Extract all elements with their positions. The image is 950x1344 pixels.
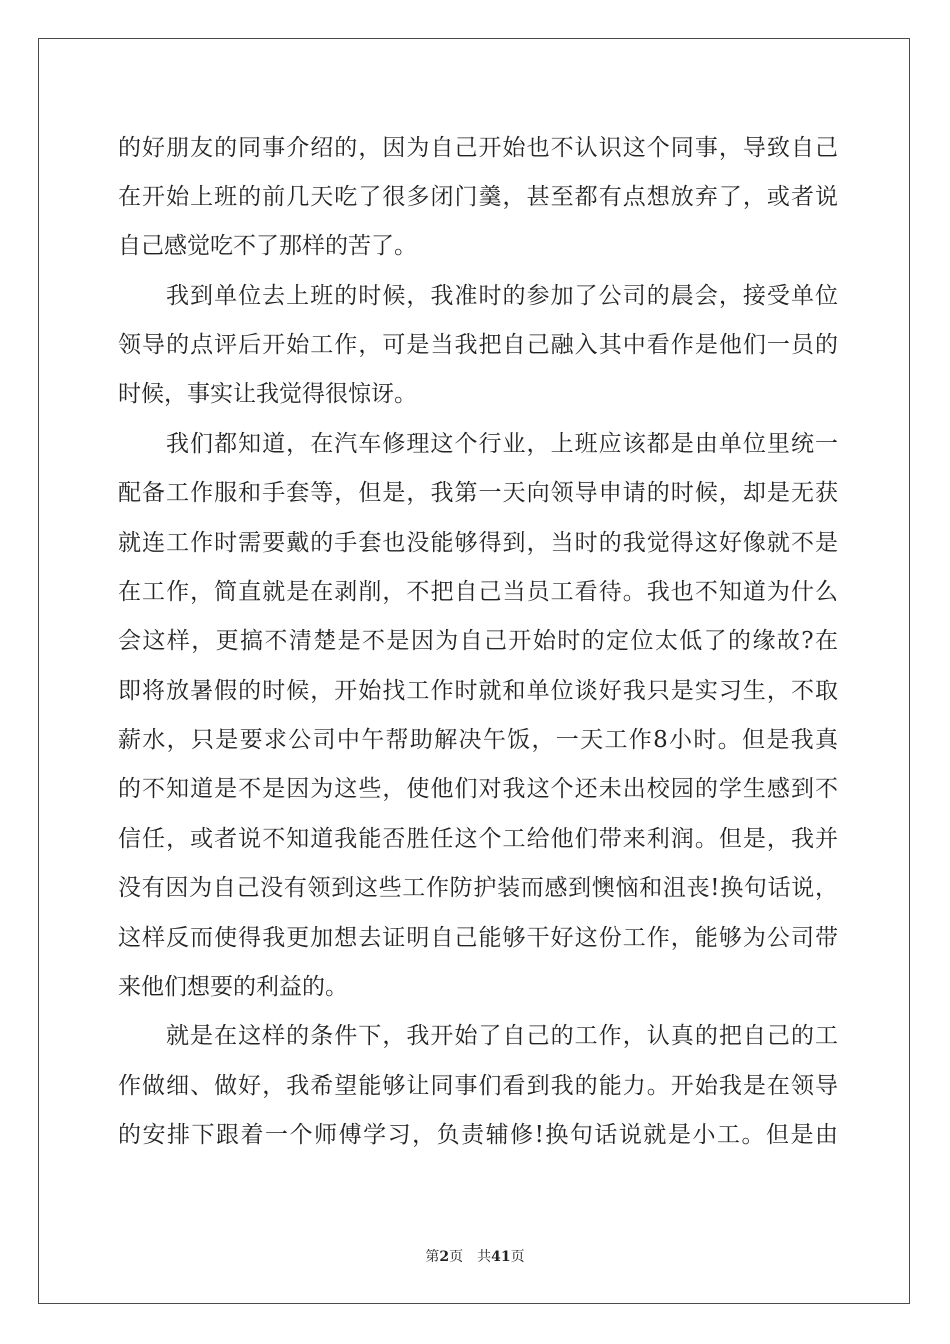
page-frame xyxy=(38,38,910,1304)
text-line: 的好朋友的同事介绍的，因为自己开始也不认识这个同事，导致自己 xyxy=(118,135,838,161)
text-line: 时候，事实让我觉得很惊讶。 xyxy=(118,381,417,407)
text-line: 自己感觉吃不了那样的苦了。 xyxy=(118,233,417,259)
page-label-suffix: 页 xyxy=(449,1249,464,1265)
text-line: 作做细、做好，我希望能够让同事们看到我的能力。开始我是在领导 xyxy=(118,1073,838,1099)
page-footer xyxy=(0,1246,950,1266)
text-line: 没有因为自己没有领到这些工作防护装而感到懊恼和沮丧!换句话说， xyxy=(118,875,838,901)
text-line: 领导的点评后开始工作，可是当我把自己融入其中看作是他们一员的 xyxy=(118,332,838,358)
page-label-prefix: 第 xyxy=(425,1249,440,1265)
text-line: 薪水，只是要求公司中午帮助解决午饭，一天工作8小时。但是我真 xyxy=(118,727,838,753)
total-label-suffix: 页 xyxy=(510,1249,525,1265)
text-line: 的安排下跟着一个师傅学习，负责辅修!换句话说就是小工。但是由 xyxy=(118,1122,838,1148)
text-line: 在开始上班的前几天吃了很多闭门羹，甚至都有点想放弃了，或者说 xyxy=(118,184,838,210)
text-line: 在工作，简直就是在剥削，不把自己当员工看待。我也不知道为什么 xyxy=(118,579,838,605)
total-pages: 41 xyxy=(491,1249,511,1265)
text-line: 会这样，更搞不清楚是不是因为自己开始时的定位太低了的缘故?在 xyxy=(118,628,838,654)
page-number: 2 xyxy=(439,1249,450,1265)
paragraph-first-line: 我到单位去上班的时候，我准时的参加了公司的晨会，接受单位 xyxy=(166,283,838,309)
text-line: 信任，或者说不知道我能否胜任这个工给他们带来利润。但是，我并 xyxy=(118,826,838,852)
paragraph-first-line: 我们都知道，在汽车修理这个行业，上班应该都是由单位里统一 xyxy=(166,431,838,457)
text-line: 即将放暑假的时候，开始找工作时就和单位谈好我只是实习生，不取 xyxy=(118,678,838,704)
text-line: 的不知道是不是因为这些，使他们对我这个还未出校园的学生感到不 xyxy=(118,776,838,802)
paragraph-first-line: 就是在这样的条件下，我开始了自己的工作，认真的把自己的工 xyxy=(166,1023,838,1049)
text-line: 这样反而使得我更加想去证明自己能够干好这份工作，能够为公司带 xyxy=(118,925,838,951)
text-line: 配备工作服和手套等，但是，我第一天向领导申请的时候，却是无获 xyxy=(118,480,838,506)
total-label-prefix: 共 xyxy=(477,1249,492,1265)
text-line: 就连工作时需要戴的手套也没能够得到，当时的我觉得这好像就不是 xyxy=(118,530,838,556)
text-line: 来他们想要的利益的。 xyxy=(118,974,348,1000)
